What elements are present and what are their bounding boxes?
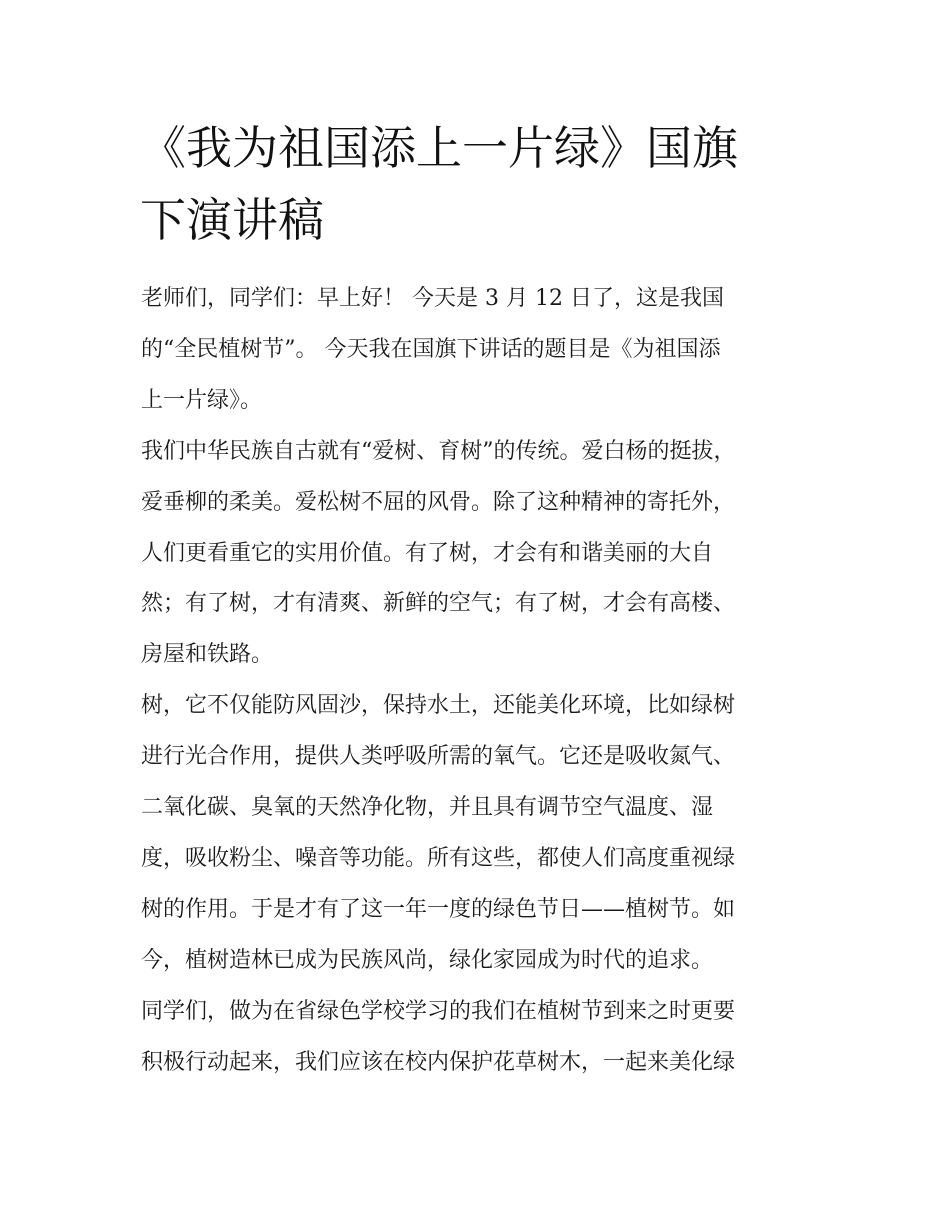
text-line: 然；有了树，才有清爽、新鲜的空气；有了树，才会有高楼、 <box>141 591 736 617</box>
paragraph-tree-benefits <box>141 681 813 986</box>
title-line: 下演讲稿 <box>140 193 324 247</box>
title-line: 《我为祖国添上一片绿》国旗 <box>140 121 738 175</box>
text-line: 树的作用。于是才有了这一年一度的绿色节日——植树节。如 <box>141 896 736 922</box>
text-line: 我们中华民族自古就有“爱树、育树”的传统。爱白杨的挺拔， <box>141 438 736 464</box>
document-title <box>140 112 820 256</box>
text-line: 爱垂柳的柔美。爱松树不屈的风骨。除了这种精神的寄托外， <box>141 489 736 515</box>
paragraph-tradition <box>141 427 813 682</box>
document-body <box>141 274 813 1089</box>
text-line: 积极行动起来，我们应该在校内保护花草树木，一起来美化绿 <box>141 1049 736 1075</box>
text-line: 进行光合作用，提供人类呼吸所需的氧气。它还是吸收氮气、 <box>141 744 736 770</box>
text-line: 人们更看重它的实用价值。有了树，才会有和谐美丽的大自 <box>141 540 714 566</box>
text-line: 老师们，同学们：早上好！ 今天是 3 月 12 日了，这是我国 <box>141 286 724 311</box>
text-line: 上一片绿》。 <box>141 387 263 413</box>
text-line: 今，植树造林已成为民族风尚，绿化家园成为时代的追求。 <box>141 947 714 973</box>
text-line: 的“全民植树节”。 今天我在国旗下讲话的题目是《为祖国添 <box>141 336 721 362</box>
text-line: 度，吸收粉尘、噪音等功能。所有这些，都使人们高度重视绿 <box>141 845 736 871</box>
paragraph-call-to-action <box>141 987 813 1089</box>
text-line: 同学们，做为在省绿色学校学习的我们在植树节到来之时更要 <box>141 998 736 1024</box>
text-line: 二氧化碳、臭氧的天然净化物，并且具有调节空气温度、湿 <box>141 795 714 821</box>
text-line: 树，它不仅能防风固沙，保持水土，还能美化环境，比如绿树 <box>141 693 736 719</box>
paragraph-greeting <box>141 274 813 427</box>
text-line: 房屋和铁路。 <box>141 642 274 668</box>
